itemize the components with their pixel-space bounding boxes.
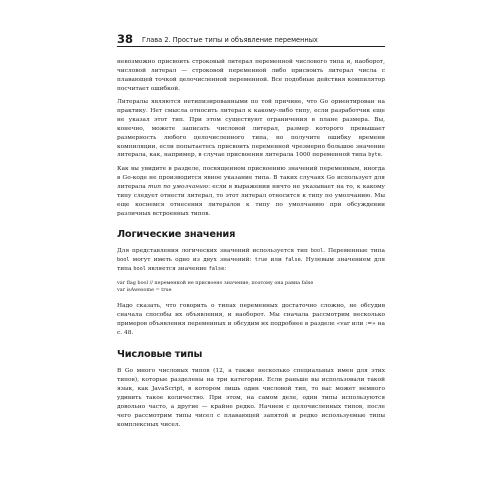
paragraph-text: могут иметь одно из двух значений: bbox=[129, 257, 255, 264]
paragraph-text-end: . bbox=[380, 152, 383, 159]
paragraph-literal-size bbox=[117, 98, 385, 160]
section-heading-numeric-types: Числовые типы bbox=[117, 349, 203, 361]
running-header bbox=[117, 32, 385, 47]
paragraph-text: Как вы увидите в разделе, посвященном присвоению значений переменным, иногда в Go-коде не производится явное указание типа. В таких случаях Go использует для литерала bbox=[117, 166, 385, 190]
paragraph-text: Для представления логических значений используется тип bbox=[117, 248, 311, 255]
inline-code-byte: byte bbox=[368, 152, 381, 159]
paragraph-text: невозможно присвоить строковый литерал переменной числового типа и, наоборот, числовой литерал — строковой переменной либо присвоить литерал числа с плавающей точкой целочисленной переменной. Все подобные действия компилятор посчитает ошибкой. bbox=[117, 59, 385, 92]
page-body bbox=[117, 58, 385, 429]
paragraph-text: . Нулевым значением для типа bbox=[117, 257, 386, 273]
paragraph-text-continued: : если в выражении ничто не указывает на то, к какому типу следует отнести литерал, то этот литерал относится к типу по умолчанию. Мы еще коснемся отнесения литералов к типу по умолчанию при обсуждении различных встроенных типов. bbox=[117, 183, 385, 217]
code-block bbox=[117, 280, 385, 295]
paragraph-text: : bbox=[224, 266, 227, 273]
paragraph-bool-intro bbox=[117, 247, 385, 274]
inline-code-false: false bbox=[285, 257, 301, 264]
paragraph-default-type bbox=[117, 165, 385, 218]
emphasis-default-type: тип по умолчанию bbox=[147, 183, 209, 190]
page-number: 38 bbox=[117, 32, 134, 46]
chapter-title: Глава 2. Простые типы и объявление переменных bbox=[142, 36, 318, 44]
paragraph-untyped-literals-end bbox=[117, 58, 385, 93]
inline-code-false: false bbox=[208, 266, 225, 273]
paragraph-text: или bbox=[267, 257, 286, 264]
inline-code-bool: bool bbox=[117, 257, 130, 264]
paragraph-text: В Go много числовых типов (12, а также несколько специальных имен для этих типов), которые разделены на три категории. Если раньше вы использовали такой язык, как JavaScript, в котором лишь один числовой тип, то вас может немного удивить такое количество. При этом, на самом деле, одни типы используются довольно часто, а другие — крайне редко. Начнем с целочисленных типов, после чего рассмотрим типы чисел с плавающей запятой и редко используемые типы комплексных чисел. bbox=[117, 368, 385, 428]
inline-code-true: true bbox=[254, 257, 268, 264]
code-line: var flag bool // переменной не присвоено значение, поэтому она равна false bbox=[117, 279, 314, 286]
paragraph-numeric-intro bbox=[117, 367, 385, 429]
paragraph-text: является значение bbox=[145, 266, 209, 273]
code-line: var isAwesome = true bbox=[117, 287, 172, 294]
paragraph-text: Надо сказать, что говорить о типах переменных достаточно сложно, не обсудив сначала способы их объявления, и наоборот. Мы сначала рассмотрим несколько примеров объявления переменных и обсудим их подробнее в разделе «var или :=» на с. 48. bbox=[117, 303, 385, 336]
paragraph-text: Литералы являются нетипизированными по той причине, что Go ориентирован на практику. Нет смысла относить литерал к какому-либо типу, если разработчик еще не указал этот тип. При этом существуют ограничения в плане размера. Вы, конечно, можете записать числовой литерал, размер которого превышает размерность любого целочисленного типа, но получите ошибку времени компиляции, если попытаетесь присвоить переменной чрезмерно большое значение литерала, как, например, в случае присвоения литерала 1000 переменной типа bbox=[117, 99, 385, 159]
paragraph-text: . Переменные типа bbox=[323, 248, 385, 255]
section-heading-booleans: Логические значения bbox=[117, 229, 236, 241]
inline-code-bool: bool bbox=[310, 248, 324, 255]
paragraph-declaration-note bbox=[117, 302, 385, 337]
inline-code-bool: bool bbox=[133, 266, 146, 273]
